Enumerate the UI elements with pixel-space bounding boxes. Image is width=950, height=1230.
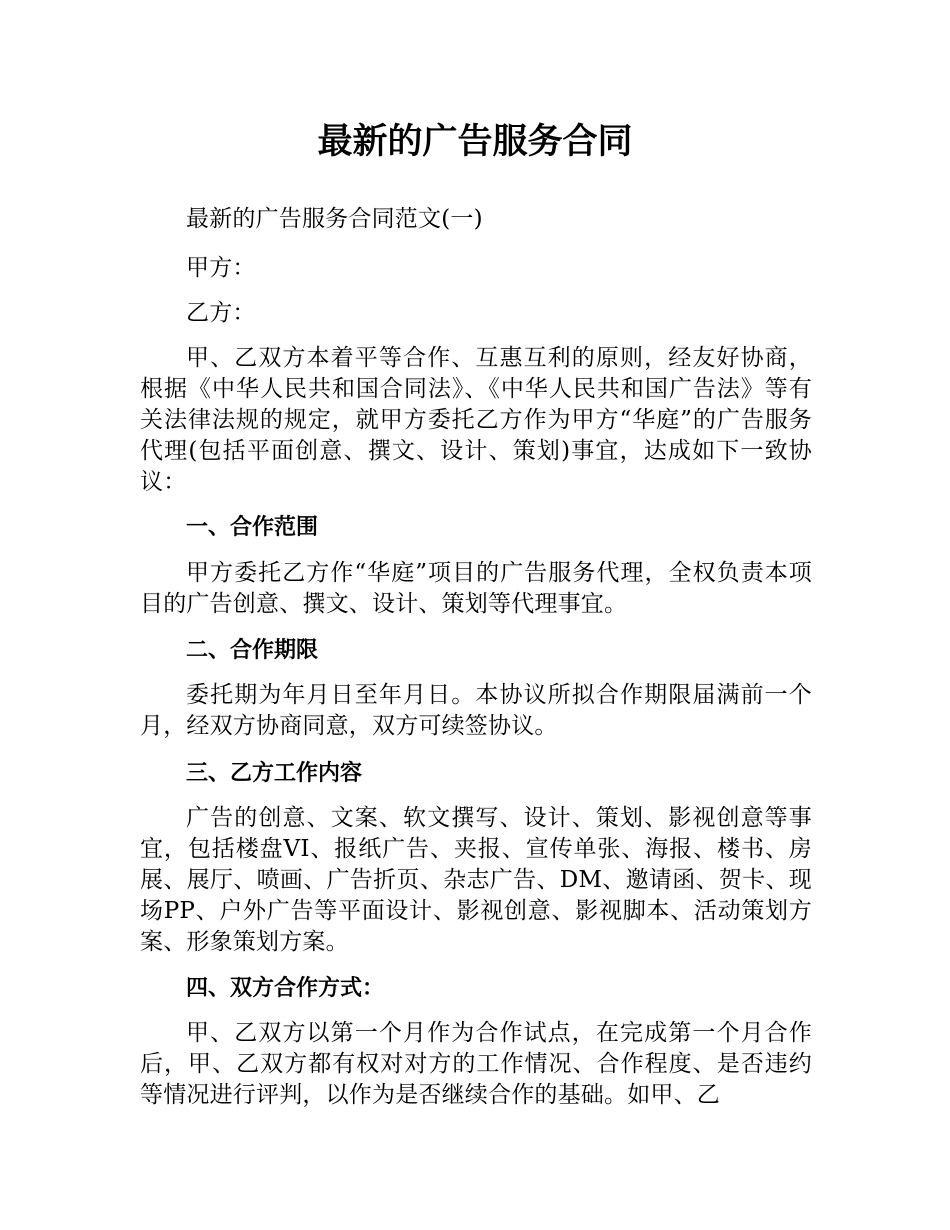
section-heading-scope: 一、合作范围 (186, 515, 319, 540)
section-text-term: 委托期为年月日至年月日。本协议所拟合作期限届满前一个月，经双方协商同意，双方可续签协议。 (140, 682, 812, 739)
section-heading-term: 二、合作期限 (186, 638, 319, 663)
intro-paragraph: 甲、乙双方本着平等合作、互惠互利的原则，经友好协商，根据《中华人民共和国合同法》、《中华人民共和国广告法》等有关法律法规的规定，就甲方委托乙方作为甲方“华庭”的广告服务代理(包括平面创意、撰文、设计、策划)事宜，达成如下一致协议： (140, 345, 812, 495)
section-heading-cooperation-mode: 四、双方合作方式： (186, 976, 385, 1001)
section-text-cooperation-mode: 甲、乙双方以第一个月作为合作试点，在完成第一个月合作后，甲、乙双方都有权对对方的工作情况、合作程度、是否违约等情况进行评判，以作为是否继续合作的基础。如甲、乙 (140, 1020, 812, 1108)
document-title: 最新的广告服务合同 (317, 122, 633, 162)
party-a-line: 甲方： (186, 255, 256, 281)
section-text-scope: 甲方委托乙方作“华庭”项目的广告服务代理，全权负责本项目的广告创意、撰文、设计、策划等代理事宜。 (140, 560, 812, 617)
party-b-line: 乙方： (186, 300, 256, 326)
document-subtitle: 最新的广告服务合同范文(一) (186, 206, 483, 232)
section-heading-work-content: 三、乙方工作内容 (186, 761, 363, 786)
section-text-work-content: 广告的创意、文案、软文撰写、设计、策划、影视创意等事宜，包括楼盘VI、报纸广告、夹报、宣传单张、海报、楼书、房展、展厅、喷画、广告折页、杂志广告、DM、邀请函、贺卡、现场PP、户外广告等平面设计、影视创意、影视脚本、活动策划方案、形象策划方案。 (140, 805, 812, 955)
